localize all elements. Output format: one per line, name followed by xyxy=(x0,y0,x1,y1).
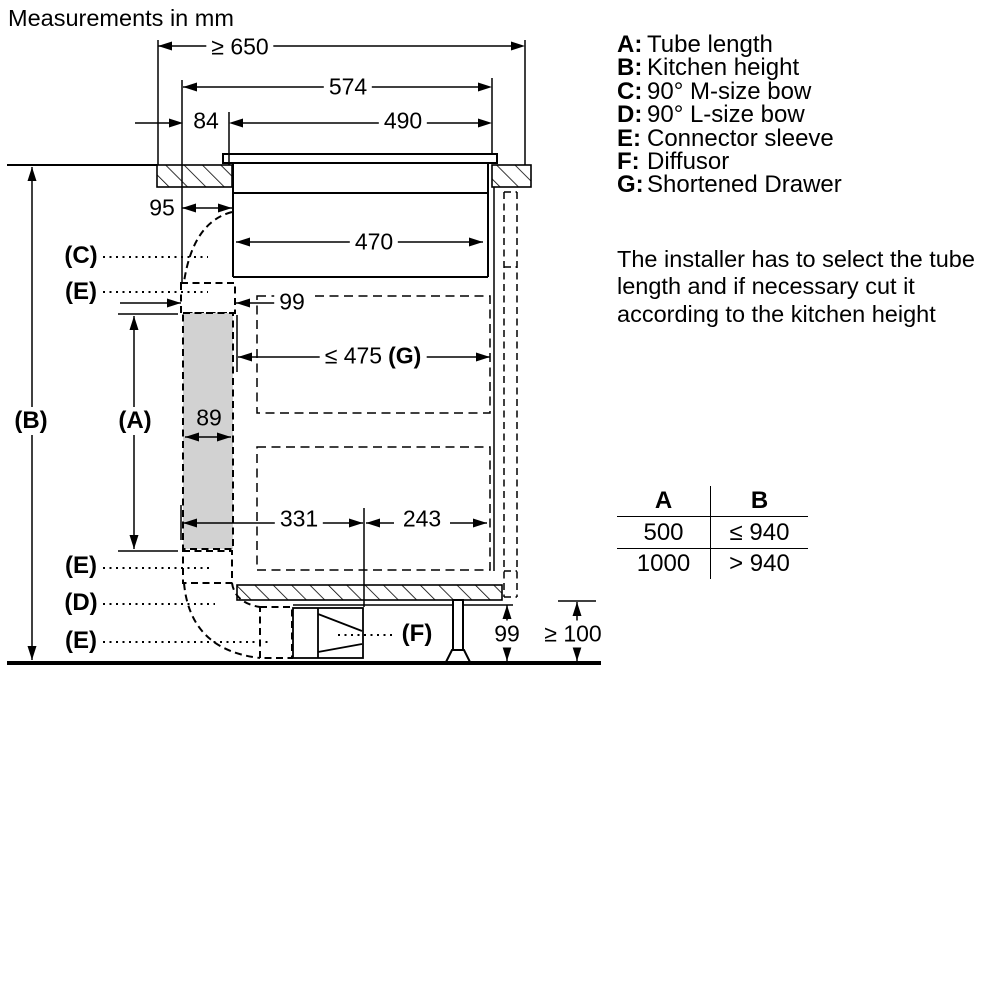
note-line-2: length and if necessary cut it xyxy=(617,273,915,300)
dim-unit-width: 470 xyxy=(350,229,398,256)
dim-hob-total-width: 574 xyxy=(324,74,372,101)
legend-label-b: Kitchen height xyxy=(647,54,800,82)
label-sleeve-e-bottom: (E) xyxy=(65,627,97,654)
dim-min-clearance: ≥ 100 xyxy=(539,621,606,648)
hob-glass-plate xyxy=(223,154,497,163)
label-diffusor-f: (F) xyxy=(401,620,433,647)
legend-key-c: C: xyxy=(617,77,643,105)
label-kitchen-height-b: (B) xyxy=(9,407,52,435)
installer-note xyxy=(617,246,975,328)
table-header-b: B xyxy=(750,487,769,514)
dim-rear-offset: 95 xyxy=(149,194,175,221)
dim-bottom-right-run: 243 xyxy=(398,506,446,533)
worktop-hatch-right xyxy=(492,165,531,187)
legend-label-a: Tube length xyxy=(647,31,773,58)
legend-item-d xyxy=(617,101,842,129)
table-row xyxy=(617,549,808,579)
table-cell-b1: ≤ 940 xyxy=(729,518,790,546)
dim-tube-width: 89 xyxy=(196,404,222,431)
label-bow-c: (C) xyxy=(64,242,98,269)
legend-key-e: E: xyxy=(617,124,641,152)
legend-item-f xyxy=(617,148,842,176)
legend-key-a: A: xyxy=(617,31,643,58)
note-line-1: The installer has to select the tube xyxy=(617,246,975,272)
table-header-row xyxy=(617,486,808,517)
legend-label-c: 90° M-size bow xyxy=(647,77,812,105)
bow-c-90deg-m xyxy=(184,212,232,282)
worktop-hatch-left xyxy=(157,165,232,187)
legend-label-e: Connector sleeve xyxy=(647,124,834,152)
dim-sleeve-width: 99 xyxy=(274,289,310,316)
table-header-a: A xyxy=(617,486,711,516)
legend xyxy=(617,33,842,197)
dim-front-offset: 84 xyxy=(193,107,219,134)
diffusor xyxy=(293,608,363,658)
tube-length-table xyxy=(617,486,808,579)
label-bow-d: (D) xyxy=(64,589,98,616)
table-cell-a1: 500 xyxy=(617,517,711,548)
legend-item-a xyxy=(617,33,842,56)
legend-label-g: Shortened Drawer xyxy=(647,171,842,199)
legend-key-d: D: xyxy=(617,101,643,129)
legend-key-f: F: xyxy=(617,148,640,176)
legend-label-f: Diffusor xyxy=(647,148,730,176)
label-sleeve-e-top: (E) xyxy=(65,278,97,305)
legend-item-c xyxy=(617,77,842,105)
label-sleeve-e-middle: (E) xyxy=(65,552,97,579)
label-tube-length-a: (A) xyxy=(113,407,156,435)
table-row xyxy=(617,517,808,549)
legend-item-g xyxy=(617,171,842,199)
table-cell-b2: > 940 xyxy=(729,550,790,577)
legend-label-d: 90° L-size bow xyxy=(647,101,805,129)
legend-key-g: G: xyxy=(617,171,644,199)
dim-bottom-left-run: 331 xyxy=(275,506,323,533)
dim-drawer-cut: ≤ 475 (G) xyxy=(320,343,427,370)
legend-item-e xyxy=(617,124,842,152)
note-line-3: according to the kitchen height xyxy=(617,300,936,327)
connector-sleeve-top xyxy=(181,283,235,313)
page-title: Measurements in mm xyxy=(8,5,234,31)
plinth-board xyxy=(237,585,502,600)
air-channel-dashed xyxy=(504,192,517,597)
cabinet-foot xyxy=(446,650,470,662)
hob-body xyxy=(233,163,488,277)
cabinet-leg xyxy=(453,600,463,650)
legend-item-b xyxy=(617,54,842,82)
connector-sleeve-bottom xyxy=(260,607,292,658)
dim-min-worktop-width: ≥ 650 xyxy=(206,34,273,61)
table-cell-a2: 1000 xyxy=(617,549,711,579)
legend-key-b: B: xyxy=(617,54,643,82)
dim-cutout-width: 490 xyxy=(379,108,427,135)
dim-plinth-height: 99 xyxy=(489,621,525,648)
